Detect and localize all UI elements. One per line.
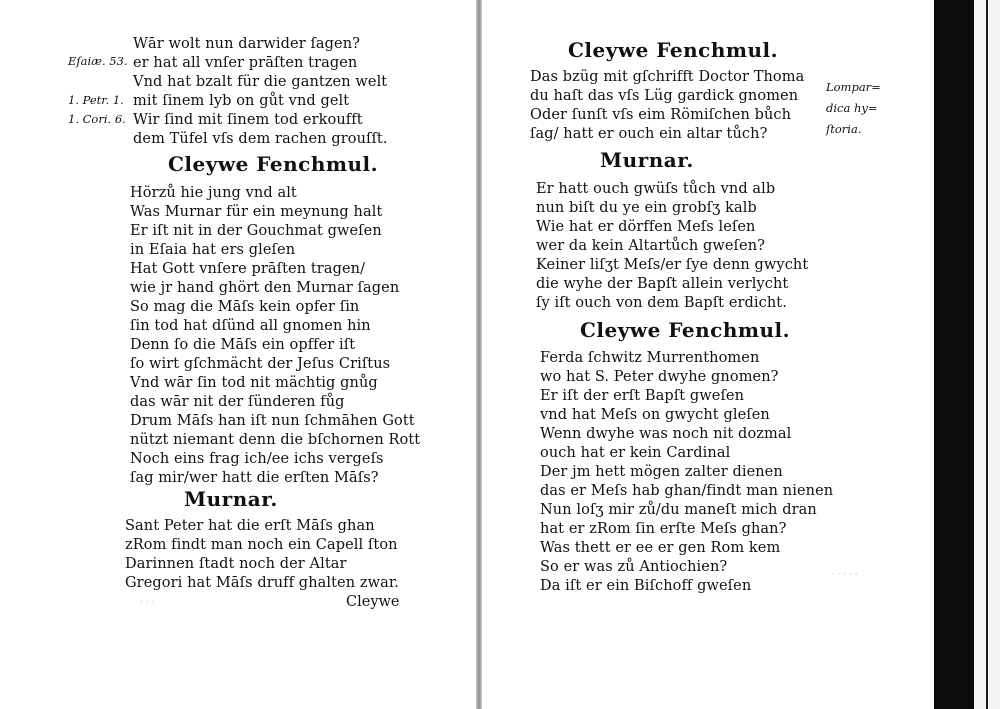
verse-line: Er iſt der erſt Bapſt gweſen xyxy=(540,388,745,404)
verse-line: Keiner liſʒt Meſs/er ſye denn gwycht xyxy=(536,257,809,273)
margin-reference: 1. Petr. 1. xyxy=(68,93,124,107)
verse-line: in Eſaia hat ers gleſen xyxy=(130,242,296,258)
verse-line: Er hatt ouch gwüſs tůch vnd alb xyxy=(536,181,776,197)
verse-line: Sant Peter hat die erſt Māſs ghan xyxy=(125,518,375,534)
verse-line: Wir ſind mit ſinem tod erkoufft xyxy=(133,112,363,128)
speaker-heading: Murnar. xyxy=(600,148,694,172)
verse-line: ſin tod hat dſünd all gnomen hin xyxy=(130,318,371,334)
margin-reference: Lompar= xyxy=(826,80,881,94)
verse-line: Ferda ſchwitz Murrenthomen xyxy=(540,350,760,366)
verse-line: Denn ſo die Māſs ein opffer iſt xyxy=(130,337,356,353)
verse-line: Nun loſʒ mir zů/du maneſt mich dran xyxy=(540,502,817,518)
verse-line: Wār wolt nun darwider ſagen? xyxy=(133,36,361,52)
verse-line: Das bzüg mit gſchrifft Doctor Thoma xyxy=(530,69,805,85)
verse-line: wie jr hand ghört den Murnar ſagen xyxy=(130,280,400,296)
verse-line: Der jm hett mögen zalter dienen xyxy=(540,464,783,480)
verse-line: nützt niemant denn die bſchornen Rott xyxy=(130,432,421,448)
margin-reference: ſtoria. xyxy=(826,122,862,136)
speaker-heading: Murnar. xyxy=(184,487,278,511)
verse-line: du haſt das vſs Lüg gardick gnomen xyxy=(530,88,799,104)
verse-line: So er was zů Antiochien? xyxy=(540,559,728,575)
verse-line: das wār nit der ſünderen fůg xyxy=(130,394,345,410)
verse-line: ſy iſt ouch von dem Bapſt erdicht. xyxy=(536,295,787,311)
verse-line: mit ſinem lyb on gůt vnd gelt xyxy=(133,93,350,109)
verse-line: nun biſt du ye ein grobſʒ kalb xyxy=(536,200,757,216)
verse-line: zRom findt man noch ein Capell ſton xyxy=(125,537,398,553)
page-edge-line xyxy=(986,0,988,709)
verse-line: das er Meſs hab ghan/findt man nienen xyxy=(540,483,834,499)
margin-reference: Eſaiæ. 53. xyxy=(68,54,128,68)
verse-line: ouch hat er kein Cardinal xyxy=(540,445,731,461)
speaker-heading: Cleywe Fenchmul. xyxy=(568,38,779,62)
margin-reference: 1. Cori. 6. xyxy=(68,112,126,126)
verse-line: wer da kein Altartůch gweſen? xyxy=(536,238,766,254)
verse-line: Hat Gott vnſere prāſten tragen/ xyxy=(130,261,366,277)
book-edge-shadow xyxy=(934,0,974,709)
ink-smudge: · · · xyxy=(140,598,155,608)
verse-line: Was Murnar für ein meynung halt xyxy=(130,204,383,220)
ink-smudge: · · · · · xyxy=(832,570,858,580)
verse-line: Wie hat er dörffen Meſs leſen xyxy=(536,219,756,235)
margin-reference: dica hy= xyxy=(826,101,878,115)
verse-line: Vnd hat bzalt für die gantzen welt xyxy=(133,74,388,90)
verse-line: ſag/ hatt er ouch ein altar tůch? xyxy=(530,126,768,142)
verse-line: vnd hat Meſs on gwycht gleſen xyxy=(540,407,770,423)
verse-line: Gregori hat Māſs druff ghalten zwar. xyxy=(125,575,400,591)
verse-line: Oder ſunſt vſs eim Römiſchen bůch xyxy=(530,107,792,123)
verse-line: Er iſt nit in der Gouchmat gweſen xyxy=(130,223,382,239)
verse-line: So mag die Māſs kein opfer ſin xyxy=(130,299,360,315)
verse-line: Drum Māſs han iſt nun ſchmāhen Gott xyxy=(130,413,415,429)
verse-line: hat er zRom ſin erſte Meſs ghan? xyxy=(540,521,787,537)
verse-line: Hörzů hie jung vnd alt xyxy=(130,185,297,201)
verse-line: ſag mir/wer hatt die erſten Māſs? xyxy=(130,470,379,486)
verse-line: er hat all vnſer prāſten tragen xyxy=(133,55,358,71)
verse-line: Da iſt er ein Biſchoff gweſen xyxy=(540,578,752,594)
verse-line: ſo wirt gſchmächt der Jeſus Criſtus xyxy=(130,356,391,372)
verse-line: Wenn dwyhe was noch nit dozmal xyxy=(540,426,792,442)
verse-line: Vnd wār ſin tod nit mächtig gnůg xyxy=(130,375,378,391)
catchword: Cleywe xyxy=(346,594,400,610)
verse-line: Noch eins frag ich/ee ichs vergeſs xyxy=(130,451,384,467)
verse-line: die wyhe der Bapſt allein verlycht xyxy=(536,276,789,292)
left-page xyxy=(0,0,478,709)
verse-line: dem Tüfel vſs dem rachen grouſſt. xyxy=(133,131,388,147)
speaker-heading: Cleywe Fenchmul. xyxy=(168,152,379,176)
verse-line: Was thett er ee er gen Rom kem xyxy=(540,540,781,556)
verse-line: wo hat S. Peter dwyhe gnomen? xyxy=(540,369,779,385)
right-page xyxy=(482,0,934,709)
speaker-heading: Cleywe Fenchmul. xyxy=(580,318,791,342)
verse-line: Darinnen ſtadt noch der Altar xyxy=(125,556,347,572)
